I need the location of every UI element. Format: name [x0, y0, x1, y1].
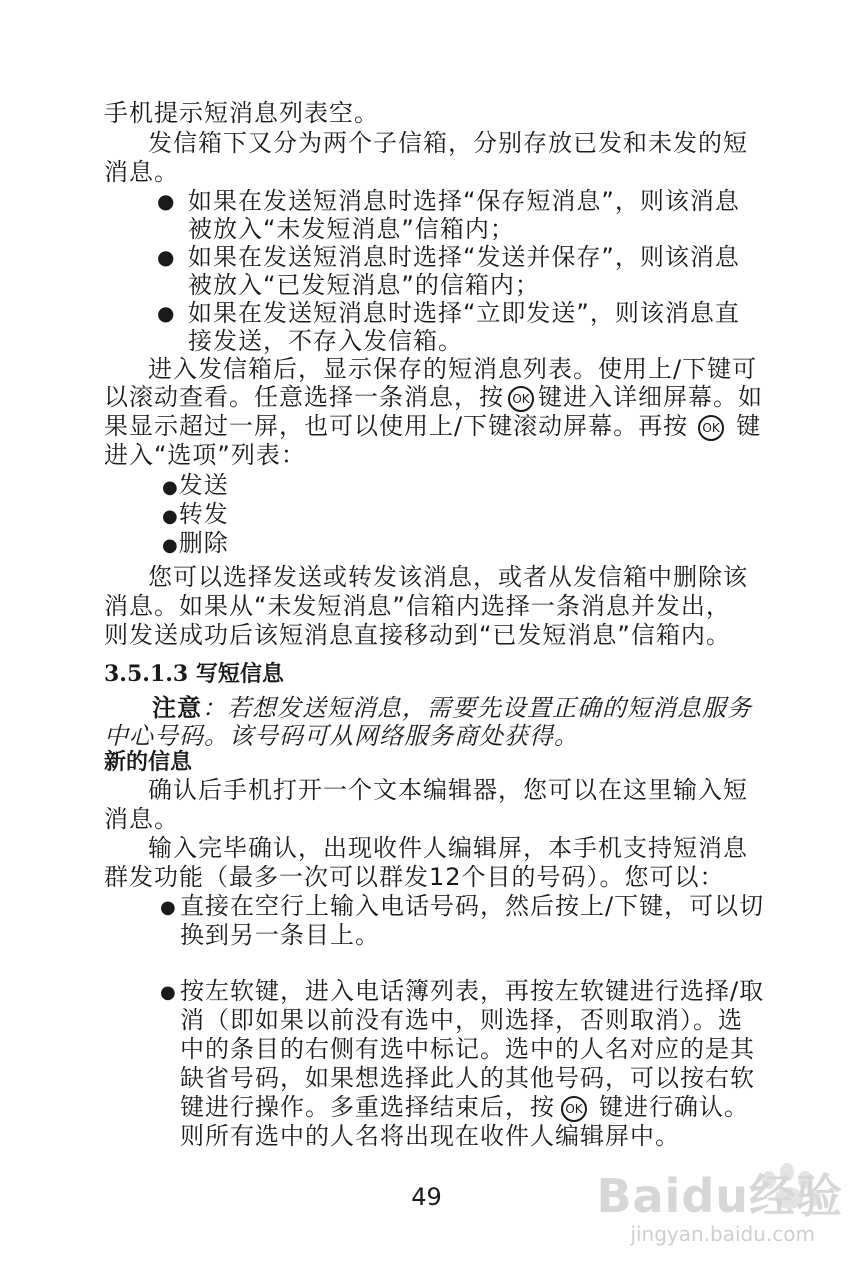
ok-key-icon: OK: [698, 415, 724, 441]
list-item: 如果在发送短消息时选择“立即发送”，则该消息直: [188, 299, 740, 327]
page-number: 49: [411, 1183, 442, 1211]
text-segment: 键进行操作。多重选择结束后，按: [180, 1093, 555, 1121]
text-line: 群发功能（最多一次可以群发12个目的号码）。您可以：: [104, 863, 725, 891]
list-item: 消（即如果以前没有选中，则选择，否则取消）。选: [180, 1006, 743, 1034]
list-item: 如果在发送短消息时选择“发送并保存”，则该消息: [188, 243, 740, 271]
watermark-url: jingyan.baidu.com: [630, 1222, 815, 1246]
list-item: 中的条目的右侧有选中标记。选中的人名对应的是其: [180, 1035, 755, 1063]
option-item: [162, 528, 229, 561]
text-segment: 以滚动查看。任意选择一条消息，按: [104, 383, 504, 411]
list-item: 换到另一条目上。: [180, 921, 380, 949]
text-line: 则发送成功后该短消息直接移动到“已发短消息”信箱内。: [104, 621, 731, 649]
text-line: 发信箱下又分为两个子信箱，分别存放已发和未发的短: [148, 129, 748, 157]
text-line: 手机提示短消息列表空。: [104, 99, 379, 127]
text-segment: 键进入详细屏幕。如: [538, 383, 763, 411]
bullet-icon: ●: [157, 189, 175, 213]
bullet-icon: ●: [160, 982, 176, 1003]
text-segment: 键进行确认。: [599, 1093, 749, 1121]
bullet-icon: ●: [157, 245, 175, 269]
list-item: [180, 1092, 749, 1122]
note-text: 中心号码。该号码可从网络服务商处获得。: [104, 722, 579, 750]
text-line: 进入“选项”列表：: [104, 441, 306, 469]
text-segment: 果显示超过一屏，也可以使用上/下键滚动屏幕。再按: [104, 412, 689, 440]
ok-key-icon: OK: [508, 386, 534, 412]
list-item: 被放入“已发短消息”的信箱内；: [188, 271, 540, 299]
text-line: [104, 411, 761, 441]
list-item: 则所有选中的人名将出现在收件人编辑屏中。: [180, 1122, 680, 1150]
note: [152, 693, 752, 723]
subheading: 新的信息: [104, 749, 193, 775]
option-label: 发送: [178, 471, 229, 499]
section-heading: 3.5.1.3 写短信息: [104, 661, 284, 687]
text-line: 消息。: [104, 805, 179, 833]
ok-key-icon: OK: [561, 1096, 587, 1122]
list-item: 如果在发送短消息时选择“保存短消息”，则该消息: [188, 187, 740, 215]
bullet-icon: ●: [162, 535, 179, 556]
list-item: 直接在空行上输入电话号码，然后按上/下键，可以切: [180, 892, 765, 920]
text-segment: 键: [736, 412, 762, 440]
option-label: 删除: [178, 529, 229, 557]
text-line: 您可以选择发送或转发该消息，或者从发信箱中删除该: [148, 563, 748, 591]
bullet-icon: ●: [162, 506, 179, 527]
list-item: 被放入“未发短消息”信箱内；: [188, 215, 515, 243]
list-item: 按左软键，进入电话簿列表，再按左软键进行选择/取: [180, 977, 765, 1005]
text-line: 进入发信箱后，显示保存的短消息列表。使用上/下键可: [148, 355, 758, 383]
bullet-icon: ●: [160, 897, 176, 918]
note-text: ：若想发送短消息，需要先设置正确的短消息服务: [202, 694, 752, 722]
note-label: 注意: [152, 694, 202, 722]
bullet-icon: ●: [162, 477, 179, 498]
watermark-brand: Baidu经验: [596, 1169, 843, 1223]
bullet-icon: ●: [157, 301, 175, 325]
list-item: 接发送，不存入发信箱。: [188, 327, 463, 355]
list-item: 缺省号码，如果想选择此人的其他号码，可以按右软: [180, 1064, 755, 1092]
text-line: [104, 382, 763, 412]
option-label: 转发: [178, 500, 229, 528]
text-line: 确认后手机打开一个文本编辑器，您可以在这里输入短: [148, 776, 748, 804]
text-line: 输入完毕确认，出现收件人编辑屏，本手机支持短消息: [148, 834, 748, 862]
text-line: 消息。如果从“未发短消息”信箱内选择一条消息并发出，: [104, 592, 731, 620]
text-line: 消息。: [104, 158, 179, 186]
